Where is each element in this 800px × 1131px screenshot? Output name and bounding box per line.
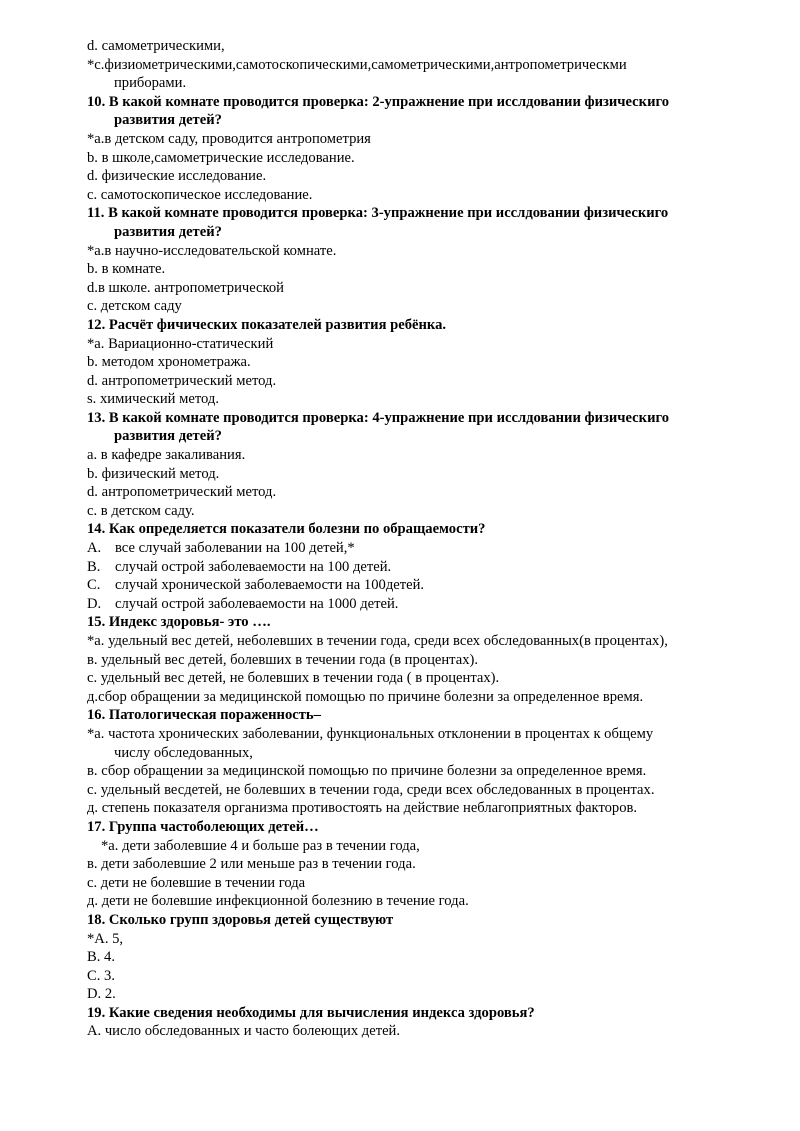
answer-option: в. удельный вес детей, болевших в течении года (в процентах). bbox=[87, 651, 479, 668]
answer-option bbox=[87, 539, 743, 558]
answer-option: В. 4. bbox=[87, 949, 115, 966]
question-11-continuation: развития детей? bbox=[114, 223, 222, 240]
answer-option: c. самотоскопическое исследование. bbox=[87, 186, 313, 203]
answer-option: в. дети заболевшие 2 или меньше раз в течении года. bbox=[87, 856, 416, 873]
option-text: случай острой заболеваемости на 100 детей. bbox=[115, 558, 392, 575]
option-letter: B. bbox=[87, 558, 101, 575]
answer-option: С. 3. bbox=[87, 967, 115, 984]
question-13: 13. В какой комнате проводится проверка: 4-упражнение при исслдовании физическиго bbox=[87, 409, 670, 426]
question-14: 14. Как определяется показатели болезни по обращаемости? bbox=[87, 521, 486, 538]
question-16: 16. Патологическая пораженность– bbox=[87, 707, 321, 724]
answer-option: d. физические исследование. bbox=[87, 168, 267, 185]
question-19: 19. Какие сведения необходимы для вычисления индекса здоровья? bbox=[87, 1004, 535, 1021]
question-17: 17. Группа частоболеющих детей… bbox=[87, 818, 319, 835]
answer-option: с. дети не болевшие в течении года bbox=[87, 874, 306, 891]
answer-option-correct: *а.в научно-исследовательской комнате. bbox=[87, 242, 337, 259]
answer-option: c. в детском саду. bbox=[87, 502, 195, 519]
answer-option-continuation: приборами. bbox=[114, 75, 187, 92]
answer-option: в. сбор обращении за медицинской помощью по причине болезни за определенное время. bbox=[87, 763, 647, 780]
answer-option-continuation: числу обследованных, bbox=[114, 744, 253, 761]
answer-option: d.в школе. антропометрической bbox=[87, 279, 284, 296]
answer-option-correct: *а.в детском саду, проводится антропометрия bbox=[87, 130, 371, 147]
answer-option: с. удельный вес детей, не болевших в течении года ( в процентах). bbox=[87, 670, 500, 687]
answer-option: b. физический метод. bbox=[87, 465, 220, 482]
answer-option: с. удельный весдетей, не болевших в течении года, среди всех обследованных в процентах. bbox=[87, 781, 655, 798]
document-body bbox=[87, 37, 743, 1041]
option-letter: A. bbox=[87, 540, 102, 557]
answer-option: c. детском саду bbox=[87, 298, 182, 315]
answer-option bbox=[87, 558, 743, 577]
question-13-continuation: развития детей? bbox=[114, 428, 222, 445]
option-text: случай хронической заболеваемости на 100детей. bbox=[115, 577, 425, 594]
answer-option: д. дети не болевшие инфекционной болезнию в течение года. bbox=[87, 893, 469, 910]
question-10-continuation: развития детей? bbox=[114, 112, 222, 129]
option-text: все случай заболевании на 100 детей,* bbox=[115, 540, 355, 557]
answer-option-correct: *а. дети заболевшие 4 и больше раз в течении года, bbox=[101, 837, 420, 854]
option-text: случай острой заболеваемости на 1000 детей. bbox=[115, 595, 399, 612]
answer-option: d. антропометрический метод. bbox=[87, 372, 277, 389]
answer-option-correct: *а. частота хронических заболевании, функциональных отклонении в процентах к общему bbox=[87, 725, 654, 742]
question-18: 18. Сколько групп здоровья детей существуют bbox=[87, 911, 394, 928]
answer-option-correct: *а. удельный вес детей, неболевших в течении года, среди всех обследованных(в процентах), bbox=[87, 633, 668, 649]
question-11: 11. В какой комнате проводится проверка: 3-упражнение при исслдовании физическиго bbox=[87, 205, 669, 222]
question-10: 10. В какой комнате проводится проверка: 2-упражнение при исслдовании физическиго bbox=[87, 93, 670, 110]
answer-option bbox=[87, 595, 743, 614]
answer-option bbox=[87, 576, 743, 595]
answer-option-correct: *А. 5, bbox=[87, 930, 124, 947]
question-15: 15. Индекс здоровья- это …. bbox=[87, 614, 271, 631]
question-12: 12. Расчёт фичических показателей развития ребёнка. bbox=[87, 316, 447, 333]
answer-option: D. 2. bbox=[87, 986, 116, 1003]
answer-option-correct: *c.физиометрическими,самотоскопическими,самометрическими,антропометрическми bbox=[87, 56, 627, 73]
answer-option: d. антропометрический метод. bbox=[87, 484, 277, 501]
option-letter: C. bbox=[87, 577, 101, 594]
answer-option: д. степень показателя организма противостоять на действие неблагоприятных факторов. bbox=[87, 800, 638, 817]
answer-option: А. число обследованных и часто болеющих детей. bbox=[87, 1023, 401, 1040]
answer-option: a. в кафедре закаливания. bbox=[87, 447, 246, 464]
answer-option: b. в комнате. bbox=[87, 261, 166, 278]
answer-option-correct: *а. Вариационно-статический bbox=[87, 335, 274, 352]
answer-option: d. самометрическими, bbox=[87, 38, 225, 54]
answer-option: д.сбор обращении за медицинской помощью по причине болезни за определенное время. bbox=[87, 688, 644, 705]
answer-option: b. в школе,самометрические исследование. bbox=[87, 149, 355, 166]
answer-option: s. химический метод. bbox=[87, 391, 219, 408]
option-letter: D. bbox=[87, 595, 102, 612]
answer-option: b. методом хронометража. bbox=[87, 354, 251, 371]
